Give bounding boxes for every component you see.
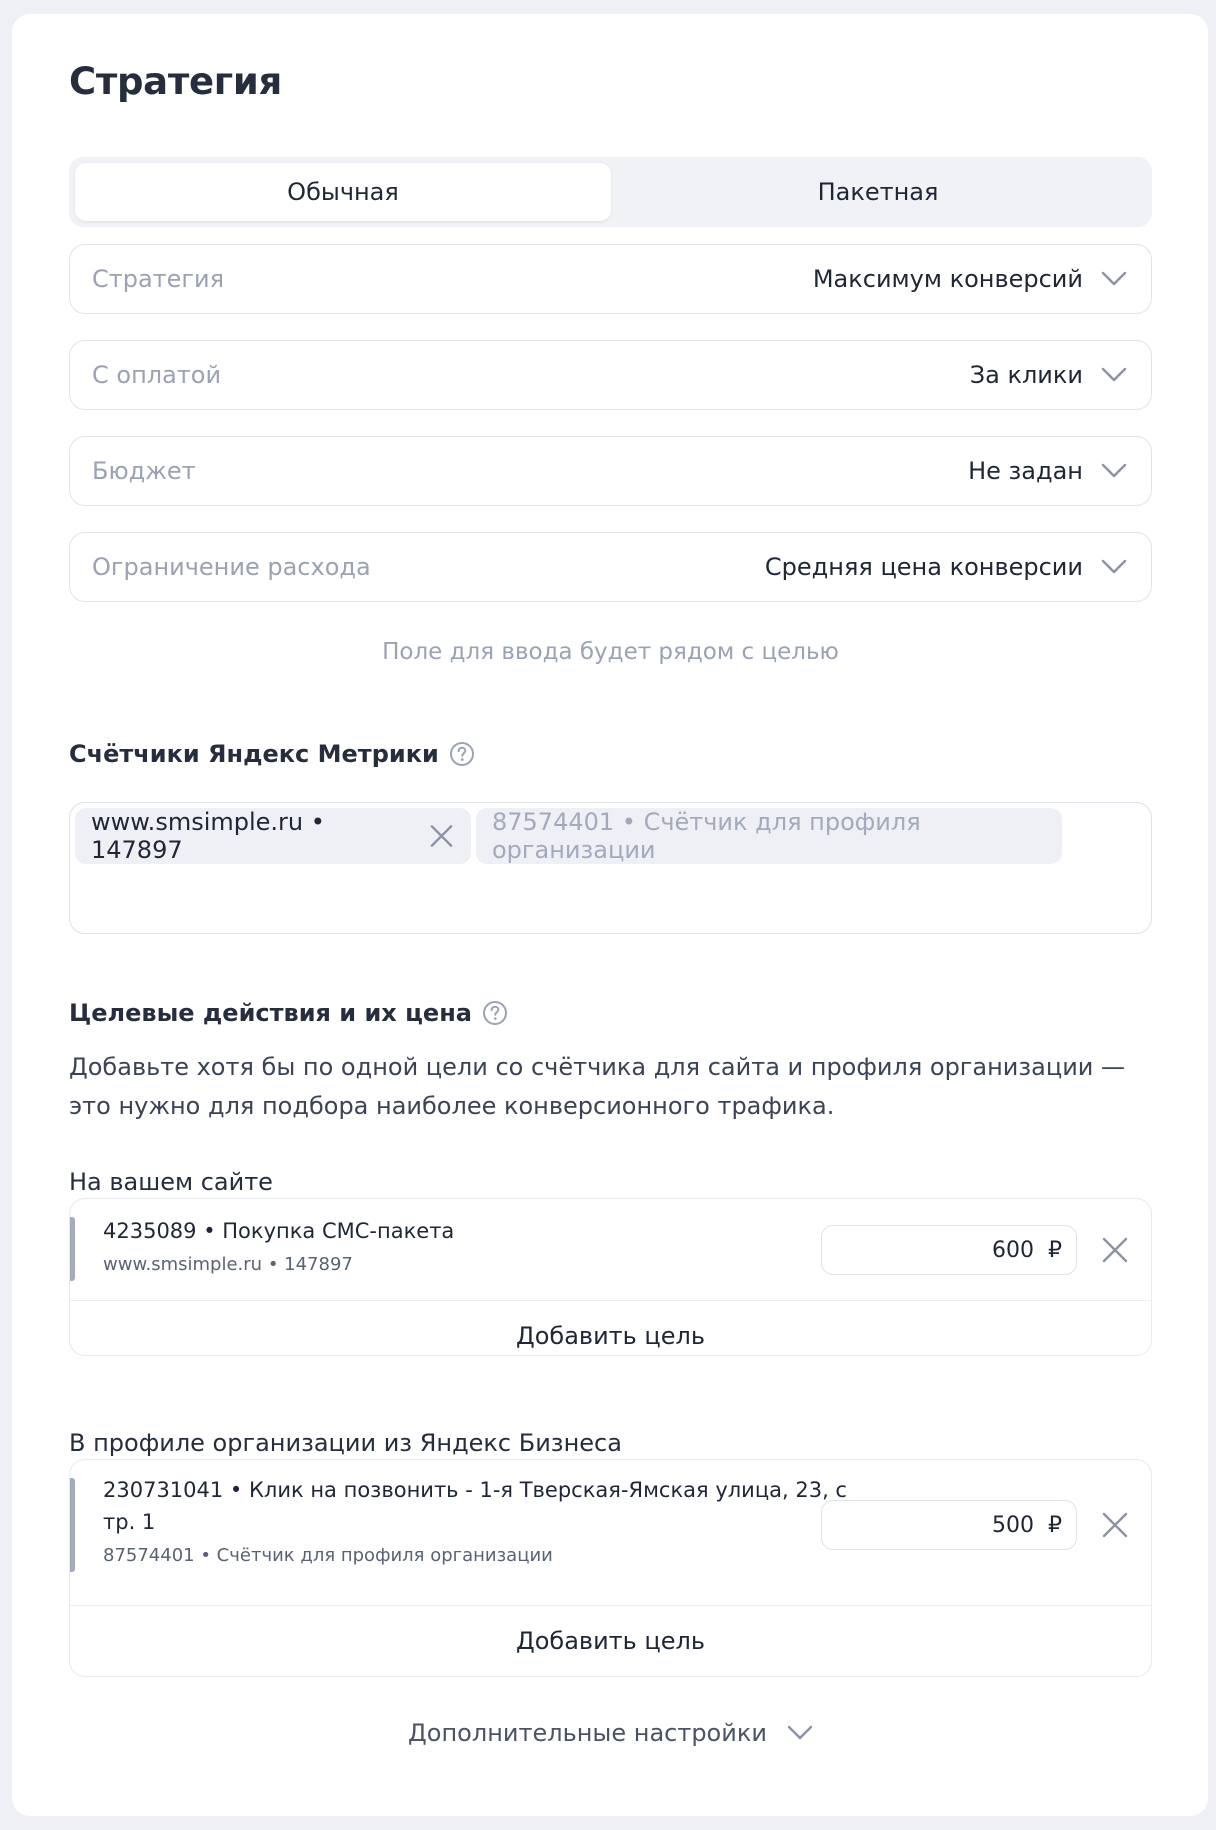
goal-name-line1: 230731041 • Клик на позвонить - 1-я Тверская-Ямская улица, 23, с [103,1478,847,1502]
payment-select-label: С оплатой [92,361,222,389]
strategy-type-switch [69,157,1152,227]
help-icon[interactable] [482,1000,508,1026]
close-icon[interactable] [1100,1235,1130,1265]
counters-input[interactable] [69,802,1152,934]
close-icon[interactable] [428,822,455,850]
goals-description: Добавьте хотя бы по одной цели со счётчика для сайта и профиля организации — это нужно для подбора наиболее конверсионного трафика. [69,1053,1126,1120]
goal-name: 4235089 • Покупка СМС-пакета [103,1219,455,1243]
add-site-goal-button[interactable]: Добавить цель [515,1322,706,1350]
counter-chip-label: www.smsimple.ru • 147897 [91,808,325,864]
spend-limit-select-value: Средняя цена конверсии [764,553,1083,581]
counter-chip-selected[interactable] [75,808,471,864]
payment-select[interactable] [69,340,1152,410]
more-settings-label: Дополнительные настройки [408,1719,767,1747]
spend-limit-hint: Поле для ввода будет рядом с целью [382,639,839,665]
goal-price-value: 600 [992,1237,1034,1263]
strategy-select[interactable] [69,244,1152,314]
budget-select[interactable] [69,436,1152,506]
site-goals-title: На вашем сайте [69,1168,273,1196]
tab-regular[interactable]: Обычная [75,163,611,221]
goal-counter: 87574401 • Счётчик для профиля организации [103,1545,553,1566]
goal-item [70,1199,1151,1301]
currency-symbol: ₽ [1048,1512,1062,1538]
profile-goals-title: В профиле организации из Яндекс Бизнеса [69,1429,622,1457]
spend-limit-select-label: Ограничение расхода [92,553,371,581]
goal-counter: www.smsimple.ru • 147897 [103,1254,353,1275]
goals-title-text: Целевые действия и их цена [69,999,472,1027]
counters-title [69,740,475,768]
goal-price-input[interactable] [821,1500,1077,1550]
goal-item [70,1460,1151,1606]
goal-price-value: 500 [992,1512,1034,1538]
counters-title-text: Счётчики Яндекс Метрики [69,740,439,768]
chevron-down-icon [787,1725,813,1741]
more-settings-toggle[interactable] [69,1719,1152,1747]
profile-goals-box [69,1459,1152,1677]
strategy-card [12,14,1208,1816]
page-title: Стратегия [69,60,282,103]
tab-package[interactable]: Пакетная [817,178,939,206]
site-goals-box [69,1198,1152,1356]
budget-select-value: Не задан [968,457,1083,485]
counter-chip-suggestion[interactable] [476,808,1062,864]
chevron-down-icon [1101,367,1127,383]
goal-accent-bar [70,1478,75,1572]
goal-accent-bar [70,1217,75,1281]
chevron-down-icon [1101,463,1127,479]
close-icon[interactable] [1100,1510,1130,1540]
payment-select-value: За клики [969,361,1083,389]
budget-select-label: Бюджет [92,457,196,485]
goals-title [69,999,508,1027]
strategy-select-value: Максимум конверсий [812,265,1083,293]
goal-name-line2: тр. 1 [103,1510,156,1534]
currency-symbol: ₽ [1048,1237,1062,1263]
chevron-down-icon [1101,271,1127,287]
counter-chip-label: 87574401 • Счётчик для профиля организации [492,808,921,864]
help-icon[interactable] [449,741,475,767]
strategy-select-label: Стратегия [92,265,225,293]
add-profile-goal-button[interactable]: Добавить цель [515,1627,706,1655]
goal-price-input[interactable] [821,1225,1077,1275]
chevron-down-icon [1101,559,1127,575]
spend-limit-select[interactable] [69,532,1152,602]
